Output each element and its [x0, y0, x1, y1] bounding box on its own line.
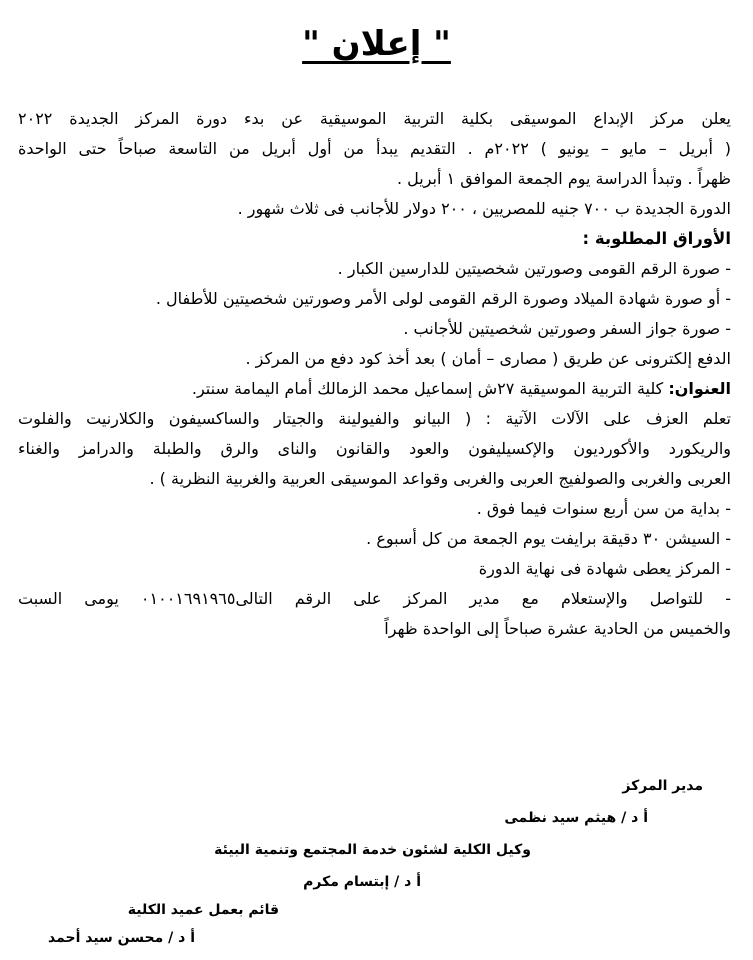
director-title: مدير المركز: [622, 778, 703, 794]
session-line: - السيشن ٣٠ دقيقة برايفت يوم الجمعة من كل أسبوع .: [366, 529, 731, 548]
dean-name: أ د / محسن سيد أحمد: [48, 930, 195, 946]
required-item-1: - صورة الرقم القومى وصورتين شخصيتين للدارسين الكبار .: [337, 259, 731, 278]
intro-line-1: يعلن مركز الإبداع الموسيقى بكلية التربية الموسيقية عن بدء دورة المركز الجديدة ٢٠٢٢: [18, 109, 731, 128]
vice-dean-name: أ د / إبتسام مكرم: [303, 874, 421, 890]
announcement-body: [18, 104, 731, 644]
address-line: [18, 374, 731, 404]
vice-dean-title: وكيل الكلية لشئون خدمة المجتمع وتنمية البيئة: [214, 842, 531, 858]
announcement-title: " إعلان ": [302, 24, 451, 64]
age-line: - بداية من سن أربع سنوات فيما فوق .: [476, 499, 731, 518]
required-papers-heading: الأوراق المطلوبة :: [582, 229, 731, 248]
required-item-2: - أو صورة شهادة الميلاد وصورة الرقم القومى لولى الأمر وصورتين شخصيتين للأطفال .: [155, 289, 731, 308]
instruments-line-1: تعلم العزف على الآلات الآتية : ( البيانو والفيولينة والجيتار والساكسيفون والكلارنيت والفلوت: [18, 409, 731, 428]
certificate-line: - المركز يعطى شهادة فى نهاية الدورة: [478, 559, 731, 578]
dean-title: قائم بعمل عميد الكلية: [127, 902, 279, 918]
instruments-line-3: العربى والغربى والصولفيج العربى والغربى وقواعد الموسيقى العربية والغربية النظرية ) .: [149, 469, 731, 488]
intro-line-2: ( أبريل – مايو – يونيو ) ٢٠٢٢م . التقديم يبدأ من أول أبريل من التاسعة صباحاً حتى الواحدة: [18, 139, 731, 158]
address-text: كلية التربية الموسيقية ٢٧ش إسماعيل محمد الزمالك أمام اليمامة سنتر.: [191, 379, 669, 398]
instruments-line-2: والريكورد والأكورديون والإكسيليفون والعود والقانون والناى والرق والطبلة والدرامز والغناء: [18, 439, 731, 458]
address-label: العنوان:: [668, 379, 731, 398]
price-line: الدورة الجديدة ب ٧٠٠ جنيه للمصريين ، ٢٠٠ دولار للأجانب فى ثلاث شهور .: [237, 199, 731, 218]
required-item-3: - صورة جواز السفر وصورتين شخصيتين للأجانب .: [403, 319, 731, 338]
director-name: أ د / هيثم سيد نظمى: [504, 810, 648, 826]
contact-line-2: والخميس من الحادية عشرة صباحاً إلى الواحدة ظهراً: [384, 619, 731, 638]
title-container: [0, 14, 753, 74]
contact-line-1: - للتواصل والإستعلام مع مدير المركز على الرقم التالى٠١٠٠١٦٩١٩٦٥ يومى السبت: [18, 589, 731, 608]
intro-line-3: ظهراً . وتبدأ الدراسة يوم الجمعة الموافق ١ أبريل .: [396, 169, 731, 188]
payment-line: الدفع إلكترونى عن طريق ( مصارى – أمان ) بعد أخذ كود دفع من المركز .: [245, 349, 731, 368]
